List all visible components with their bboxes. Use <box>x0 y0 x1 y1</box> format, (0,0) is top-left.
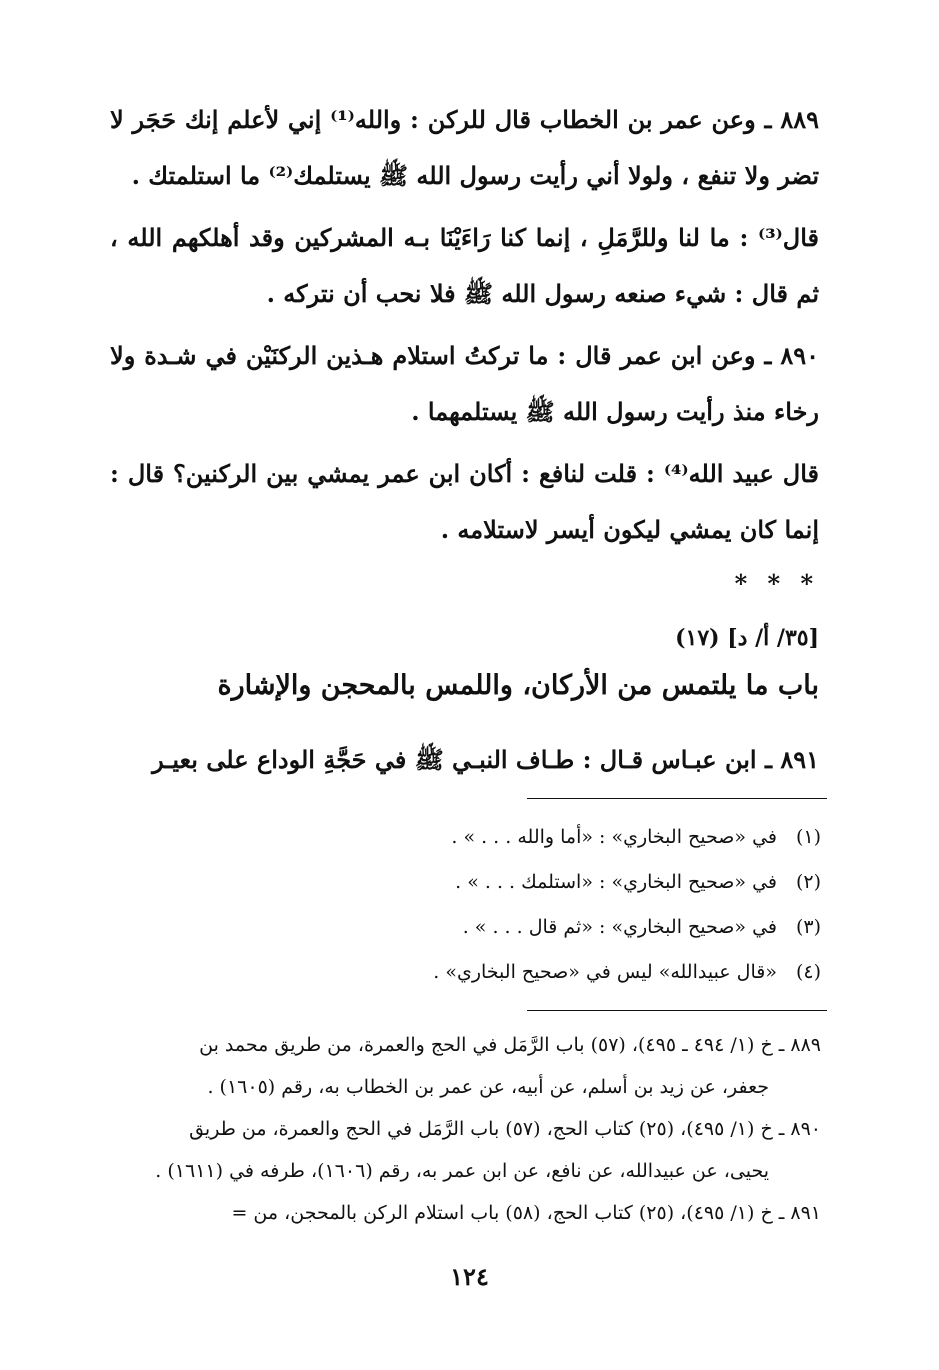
footnote-number: (٤) <box>795 961 821 983</box>
footnote-text: في «صحيح البخاري» : «ثم قال . . . » . <box>462 916 777 938</box>
footnote-text: «قال عبيدالله» ليس في «صحيح البخاري» . <box>433 961 777 983</box>
main-text <box>110 92 819 794</box>
hadith-889-continuation: قال⁽³⁾ : ما لنا وللرَّمَلِ ، إنما كنا رَاءَيْنَا بـه المشركين وقد أهلكهم الله ، ثم قال : شيء صنعه رسول الله ﷺ فلا نحب أن نتركه . <box>110 223 819 308</box>
footnote-item <box>110 950 821 995</box>
footnote-divider <box>527 798 827 799</box>
source-line: ٨٩١ ـ خ (١/ ٤٩٥)، (٢٥) كتاب الحج، (٥٨) باب استلام الركن بالمحجن، من = <box>231 1202 821 1224</box>
footnote-text: في «صحيح البخاري» : «أما والله . . . » . <box>451 826 777 848</box>
source-citation-890 <box>110 1108 821 1192</box>
page-number: ١٢٤ <box>450 1262 489 1291</box>
chapter-title: باب ما يلتمس من الأركان، واللمس بالمحجن والإشارة <box>217 670 819 701</box>
hadith-891: ٨٩١ ـ ابن عبـاس قـال : طـاف النبـي ﷺ في حَجَّةِ الوداع على بعيـر <box>152 745 819 774</box>
source-line: يحيى، عن عبيدالله، عن نافع، عن ابن عمر به، رقم (١٦٠٦)، طرفه في (١٦١١) . <box>155 1160 769 1182</box>
source-line: ٨٩٠ ـ خ (١/ ٤٩٥)، (٢٥) كتاب الحج، (٥٧) باب الرَّمَل في الحج والعمرة، من طريق <box>189 1118 821 1140</box>
footnote-text: في «صحيح البخاري» : «استلمك . . . » . <box>455 871 777 893</box>
source-line: ٨٨٩ ـ خ (١/ ٤٩٤ ـ ٤٩٥)، (٥٧) باب الرَّمَل في الحج والعمرة، من طريق محمد بن <box>199 1034 821 1056</box>
footnote-number: (١) <box>795 826 821 848</box>
section-separator: * * * <box>734 569 819 598</box>
footnote-number: (٣) <box>795 916 821 938</box>
sources-divider <box>527 1010 827 1011</box>
source-citations <box>110 1024 821 1234</box>
footnote-item <box>110 860 821 905</box>
footnote-item <box>110 815 821 860</box>
source-citation-889 <box>110 1024 821 1108</box>
chapter-reference: [٣٥/ أ/ د] (١٧) <box>675 625 819 651</box>
hadith-890: ٨٩٠ ـ وعن ابن عمر قال : ما تركتُ استلام هـذين الركنَيْن في شـدة ولا رخاء منذ رأيت رسول الله ﷺ يستلمهما . <box>110 341 819 426</box>
footnote-item <box>110 905 821 950</box>
source-citation-891 <box>110 1192 821 1234</box>
footnote-number: (٢) <box>795 871 821 893</box>
source-line: جعفر، عن زيد بن أسلم، عن أبيه، عن عمر بن الخطاب به، رقم (١٦٠٥) . <box>207 1076 769 1098</box>
footnotes <box>110 815 821 995</box>
hadith-889: ٨٨٩ ـ وعن عمر بن الخطاب قال للركن : والله⁽¹⁾ إني لأعلم إنك حَجَر لا تضر ولا تنفع ، ولولا أني رأيت رسول الله ﷺ يستلمك⁽²⁾ ما استلمتك . <box>110 105 819 190</box>
hadith-890-continuation: قال عبيد الله⁽⁴⁾ : قلت لنافع : أكان ابن عمر يمشي بين الركنين؟ قال : إنما كان يمشي ليكون أيسر لاستلامه . <box>110 459 820 544</box>
